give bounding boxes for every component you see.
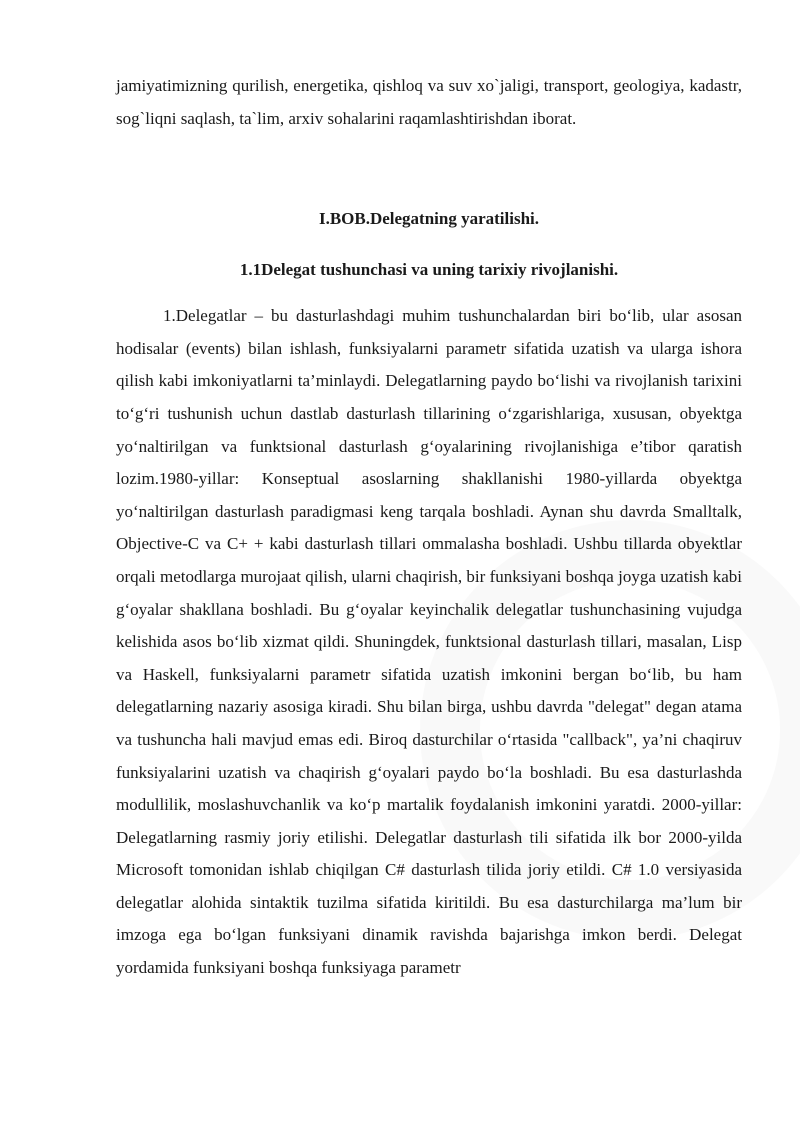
page-content bbox=[116, 70, 742, 985]
chapter-heading: I.BOB.Delegatning yaratilishi. bbox=[318, 209, 540, 229]
intro-paragraph: jamiyatimizning qurilish, energetika, qishloq va suv xo`jaligi, transport, geologiya, kadastr, sog`liqni saqlash, ta`lim, arxiv sohalarini raqamlashtirishdan iborat. bbox=[116, 76, 742, 128]
section-heading: 1.1Delegat tushunchasi va uning tarixiy rivojlanishi. bbox=[239, 260, 619, 280]
body-paragraph: 1.Delegatlar – bu dasturlashdagi muhim tushunchalardan biri boʻlib, ular asosan hodisalar (events) bilan ishlash, funksiyalarni parametr sifatida uzatish va ularga ishora qilish kabi imkoniyatlarni ta’minlaydi. Delegatlarning paydo boʻlishi va rivojlanish tarixini toʻgʻri tushunish uchun dastlab dasturlash tillarining oʻzgarishlariga, xususan, obyektga yoʻnaltirilgan va funktsional dasturlash gʻoyalarining rivojlanishiga e’tibor qaratish lozim.1980-yillar: Konseptual asoslarning shakllanishi 1980-yillarda obyektga yoʻnaltirilgan dasturlash paradigmasi keng tarqala boshladi. Aynan shu davrda Smalltalk, Objective-C va C+ + kabi dasturlash tillari ommalasha boshladi. Ushbu tillarda obyektlar orqali metodlarga murojaat qilish, ularni chaqirish, bir funksiyani boshqa joyga uzatish kabi gʻoyalar shakllana boshladi. Bu gʻoyalar keyinchalik delegatlar tushunchasining vujudga kelishida asos boʻlib xizmat qildi. Shuningdek, funktsional dasturlash tillari, masalan, Lisp va Haskell, funksiyalarni parametr sifatida uzatish imkonini bergan boʻlib, bu ham delegatlarning nazariy asosiga kiradi. Shu bilan birga, ushbu davrda "delegat" degan atama va tushuncha hali mavjud emas edi. Biroq dasturchilar oʻrtasida "callback", ya’ni chaqiruv funksiyalarini uzatish va chaqirish gʻoyalari paydo boʻla boshladi. Bu esa dasturlashda modullilik, moslashuvchanlik va koʻp martalik foydalanish imkonini yaratdi. 2000-yillar: Delegatlarning rasmiy joriy etilishi. Delegatlar dasturlash tili sifatida ilk bor 2000-yilda Microsoft tomonidan ishlab chiqilgan C# dasturlash tilida joriy etildi. C# 1.0 versiyasida delegatlar alohida sintaktik tuzilma sifatida kiritildi. Bu esa dasturchilarga ma’lum bir imzoga ega boʻlgan funksiyani dinamik ravishda bajarishga imkon berdi. Delegat yordamida funksiyani boshqa funksiyaga parametr bbox=[116, 306, 742, 978]
